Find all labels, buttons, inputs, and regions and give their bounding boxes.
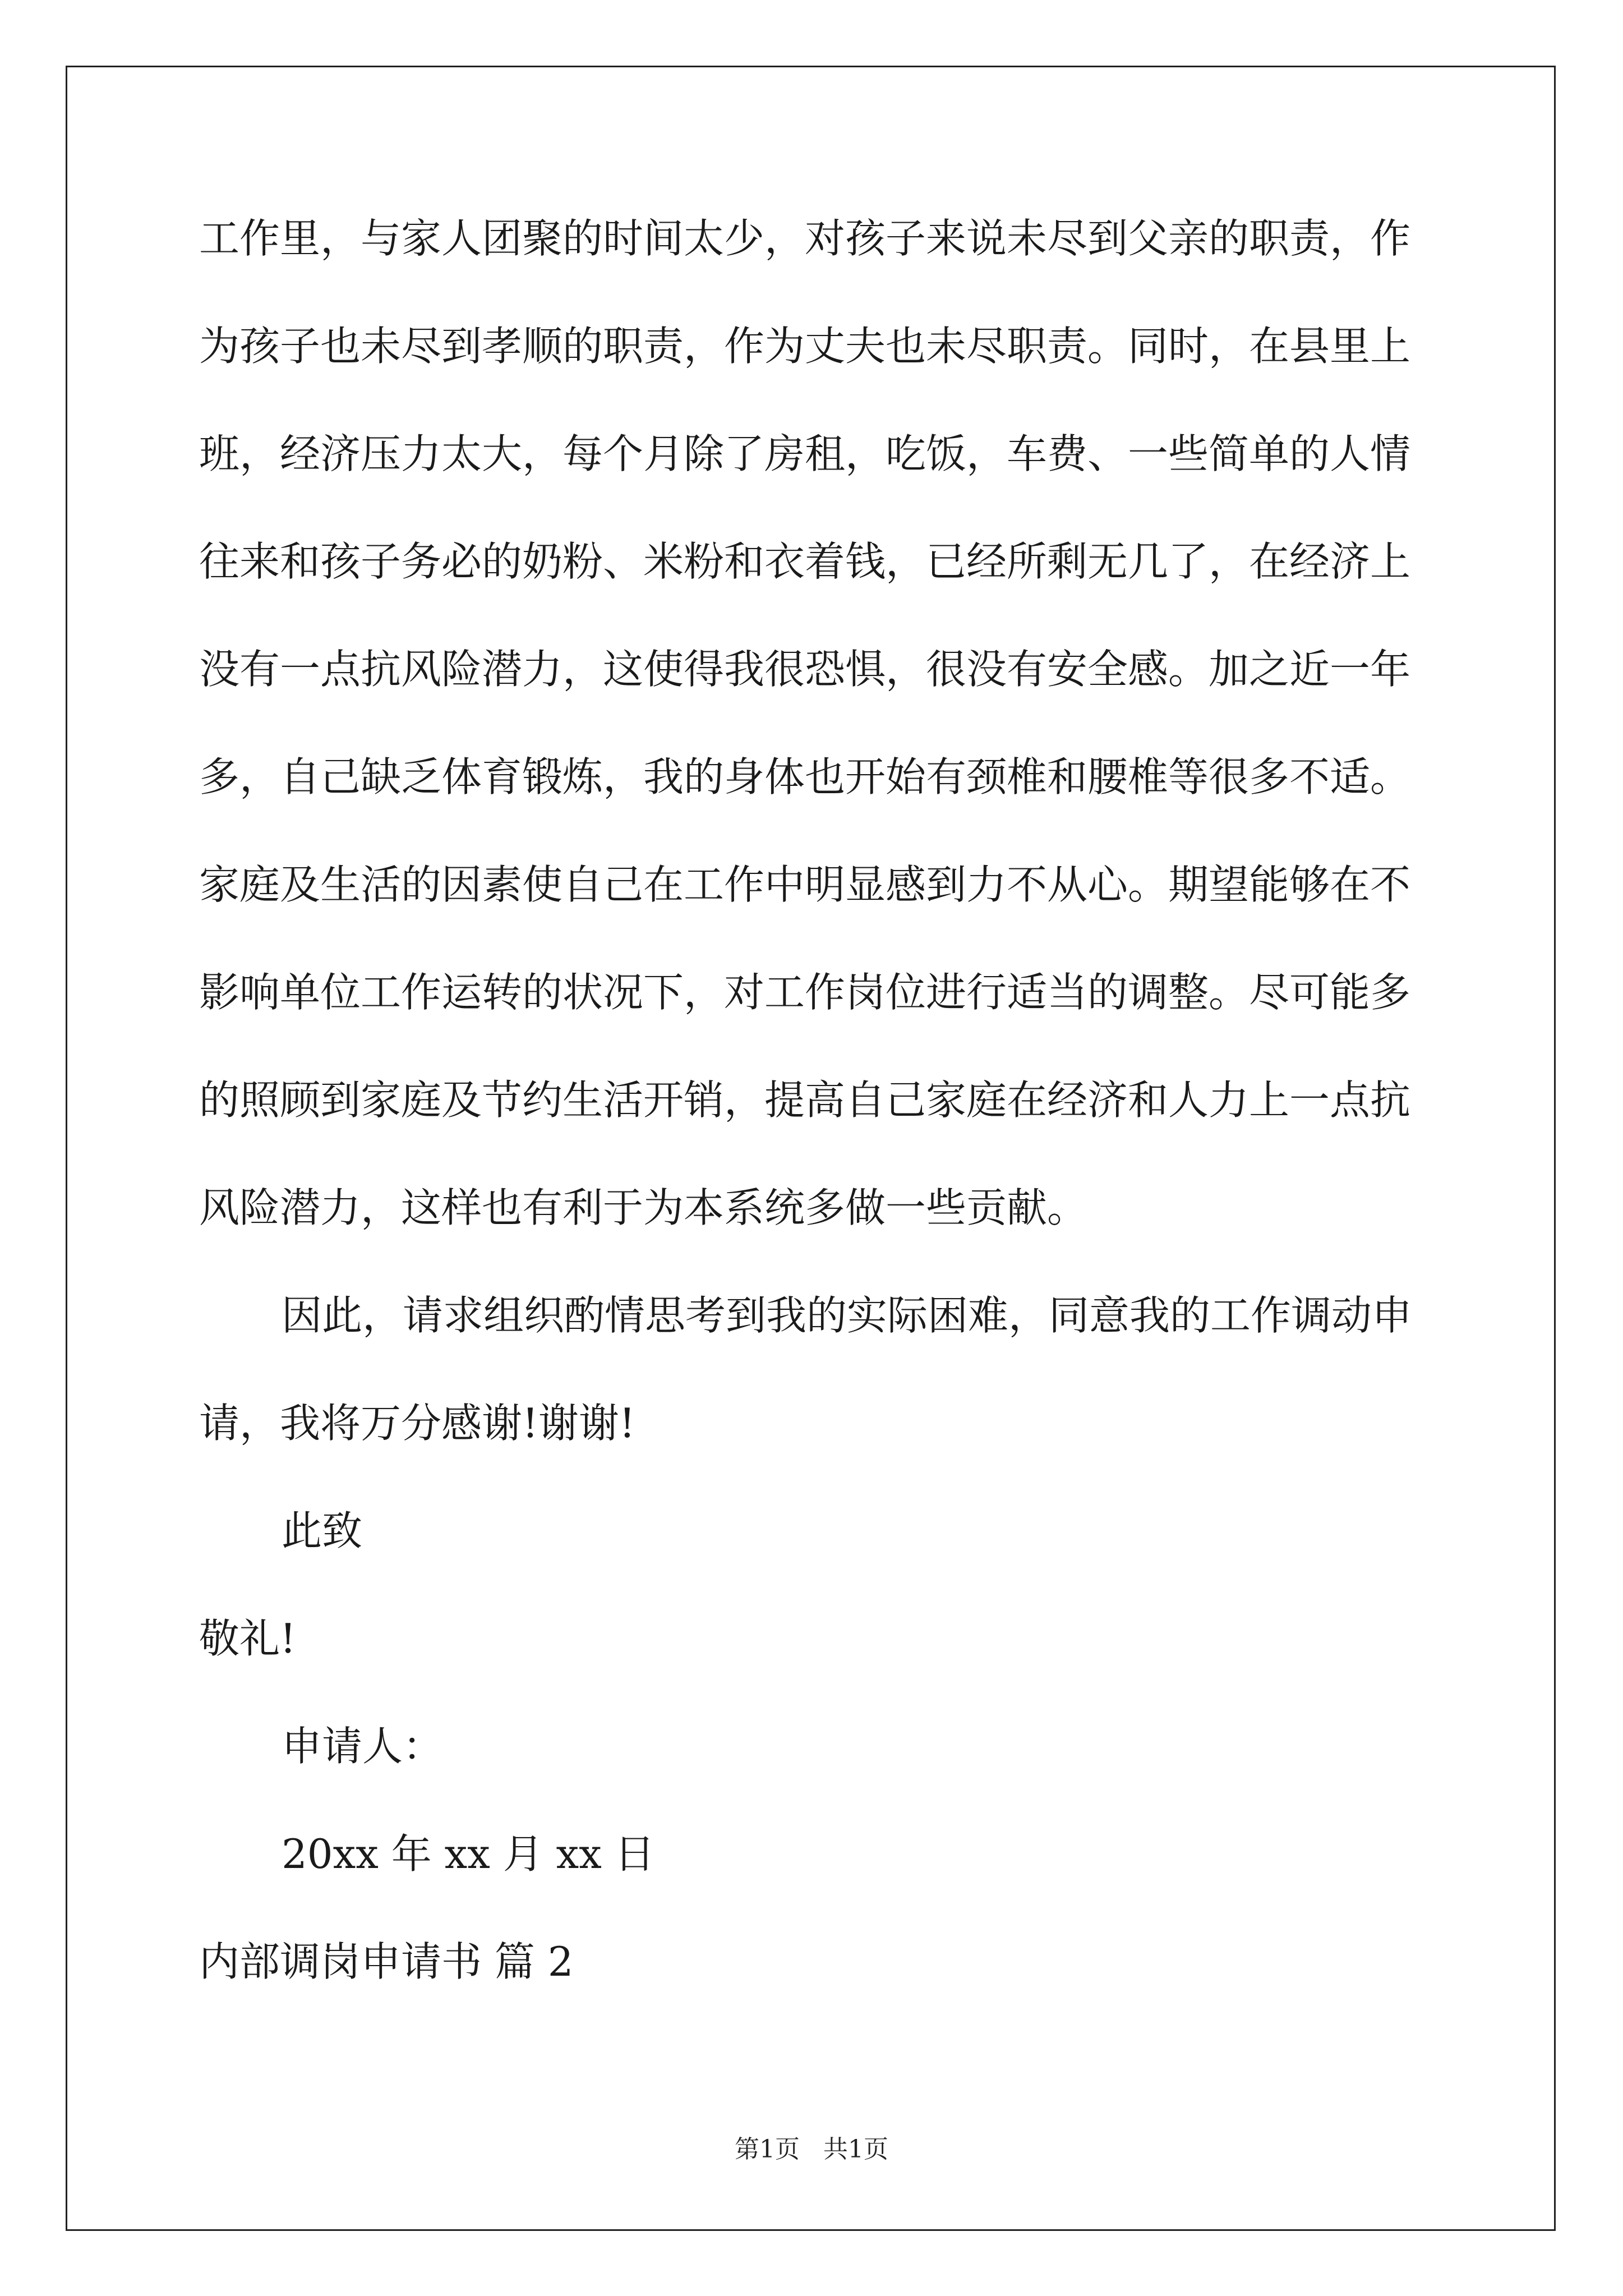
date-line: 20xx 年 xx 月 xx 日: [282, 1830, 655, 1878]
page-number-current: 第1页: [735, 2135, 800, 2164]
applicant-label: 申请人：: [282, 1723, 444, 1770]
page-number-total: 共1页: [823, 2135, 888, 2164]
closing-text: 此致: [282, 1507, 363, 1554]
paragraph-line: 班，经济压力太大，每个月除了房租，吃饭，车费、一些简单的人情: [199, 430, 1411, 477]
paragraph-line: 多，自己缺乏体育锻炼，我的身体也开始有颈椎和腰椎等很多不适。: [199, 753, 1411, 800]
paragraph-2: [199, 1285, 1433, 1500]
paragraph-line: 没有一点抗风险潜力，这使得我很恐惧，很没有安全感。加之近一年: [199, 646, 1411, 693]
salute-text: 敬礼!: [199, 1615, 296, 1662]
paragraph-line: 的照顾到家庭及节约生活开销，提高自己家庭在经济和人力上一点抗: [199, 1076, 1411, 1124]
paragraph-line: 工作里，与家人团聚的时间太少，对孩子来说未尽到父亲的职责，作: [199, 215, 1411, 262]
paragraph-line: 往来和孩子务必的奶粉、米粉和衣着钱，已经所剩无几了，在经济上: [199, 538, 1411, 585]
page-footer: [0, 2129, 1623, 2165]
paragraph-line: 因此，请求组织酌情思考到我的实际困难，同意我的工作调动申: [282, 1292, 1413, 1339]
paragraph-line: 影响单位工作运转的状况下，对工作岗位进行适当的调整。尽可能多: [199, 969, 1411, 1016]
paragraph-line: 风险潜力，这样也有利于为本系统多做一些贡献。: [199, 1184, 1088, 1231]
paragraph-line: 请，我将万分感谢!谢谢!: [199, 1400, 635, 1447]
document-body: [199, 208, 1433, 2039]
paragraph-line: 家庭及生活的因素使自己在工作中明显感到力不从心。期望能够在不: [199, 861, 1411, 908]
paragraph-line: 为孩子也未尽到孝顺的职责，作为丈夫也未尽职责。同时，在县里上: [199, 323, 1411, 370]
paragraph-1: [199, 208, 1433, 1285]
section-title: 内部调岗申请书 篇 2: [199, 1938, 574, 1985]
